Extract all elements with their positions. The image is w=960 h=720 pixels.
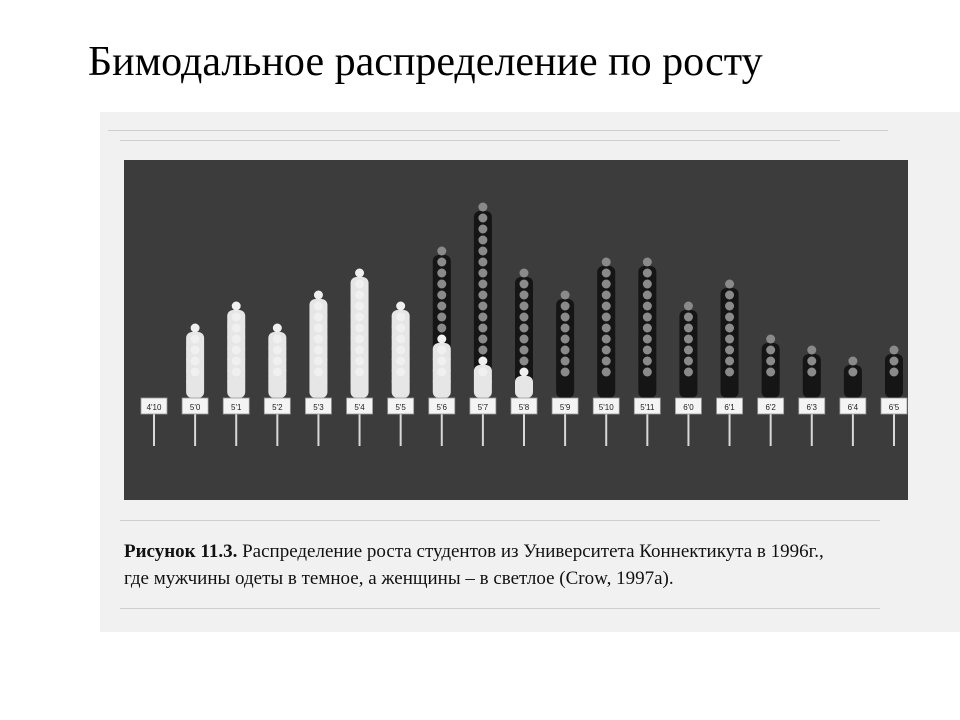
student-head <box>602 269 611 278</box>
height-sign-label: 5'8 <box>518 403 530 412</box>
student-head <box>520 335 529 344</box>
student-head <box>643 357 652 366</box>
student-head <box>478 214 487 223</box>
student-head <box>520 368 529 377</box>
student-head <box>355 357 364 366</box>
student-head <box>807 368 816 377</box>
student-head <box>478 269 487 278</box>
student-head <box>848 368 857 377</box>
height-sign-label: 5'1 <box>231 403 242 412</box>
student-body <box>762 376 780 398</box>
student-head <box>684 357 693 366</box>
sign-post <box>441 412 443 446</box>
student-head <box>890 357 899 366</box>
student-head <box>725 302 734 311</box>
student-head <box>725 335 734 344</box>
student-body <box>679 376 697 398</box>
bleed-through-line <box>120 140 840 141</box>
student-body <box>556 376 574 398</box>
student-head <box>191 357 200 366</box>
student-head <box>602 357 611 366</box>
height-sign-label: 5'11 <box>640 403 655 412</box>
student-body <box>597 376 615 398</box>
height-sign-label: 5'2 <box>272 403 283 412</box>
height-sign-label: 5'9 <box>559 403 571 412</box>
student-head <box>478 203 487 212</box>
height-sign-label: 5'4 <box>354 403 365 412</box>
student-head <box>602 346 611 355</box>
student-head <box>232 324 241 333</box>
student-head <box>437 258 446 267</box>
sign-post <box>811 412 813 446</box>
student-head <box>602 302 611 311</box>
student-head <box>437 280 446 289</box>
height-sign-label: 6'3 <box>806 403 817 412</box>
student-head <box>478 324 487 333</box>
sign-post <box>852 412 854 446</box>
student-body <box>351 376 369 398</box>
student-head <box>478 280 487 289</box>
student-head <box>766 357 775 366</box>
student-head <box>520 357 529 366</box>
sign-post <box>770 412 772 446</box>
student-head <box>232 302 241 311</box>
student-head <box>643 346 652 355</box>
student-head <box>602 324 611 333</box>
student-head <box>314 368 323 377</box>
student-head <box>561 357 570 366</box>
student-body <box>309 376 327 398</box>
student-head <box>643 313 652 322</box>
student-head <box>602 313 611 322</box>
sign-post <box>646 412 648 446</box>
student-head <box>520 280 529 289</box>
student-head <box>890 368 899 377</box>
student-head <box>520 302 529 311</box>
student-body <box>721 376 739 398</box>
student-head <box>766 368 775 377</box>
student-head <box>725 280 734 289</box>
student-head <box>273 368 282 377</box>
student-head <box>273 324 282 333</box>
student-head <box>643 335 652 344</box>
student-head <box>314 324 323 333</box>
student-head <box>191 346 200 355</box>
student-body <box>638 376 656 398</box>
student-head <box>807 346 816 355</box>
sign-post <box>153 412 155 446</box>
student-body <box>885 376 903 398</box>
student-head <box>232 346 241 355</box>
height-distribution-photo <box>124 160 908 500</box>
student-head <box>561 335 570 344</box>
student-head <box>232 368 241 377</box>
student-head <box>602 291 611 300</box>
student-head <box>478 368 487 377</box>
student-body <box>186 376 204 398</box>
student-columns <box>124 160 908 500</box>
student-head <box>561 324 570 333</box>
student-head <box>766 346 775 355</box>
height-sign-label: 5'7 <box>477 403 489 412</box>
student-head <box>520 313 529 322</box>
caption-label: Рисунок 11.3. <box>124 541 238 562</box>
student-head <box>437 302 446 311</box>
height-sign-label: 5'10 <box>598 403 614 412</box>
student-head <box>314 313 323 322</box>
height-sign-label: 5'5 <box>395 403 406 412</box>
student-head <box>890 346 899 355</box>
student-head <box>355 313 364 322</box>
student-head <box>191 324 200 333</box>
student-body <box>803 376 821 398</box>
height-sign-label: 4'10 <box>146 403 162 412</box>
student-head <box>561 302 570 311</box>
sign-post <box>687 412 689 446</box>
sign-post <box>893 412 895 446</box>
student-head <box>273 335 282 344</box>
student-head <box>478 302 487 311</box>
student-head <box>478 291 487 300</box>
student-head <box>232 335 241 344</box>
student-head <box>314 357 323 366</box>
student-head <box>355 291 364 300</box>
student-head <box>396 302 405 311</box>
student-body <box>227 376 245 398</box>
student-head <box>314 335 323 344</box>
bleed-through-line <box>120 608 880 609</box>
student-head <box>602 368 611 377</box>
student-head <box>314 291 323 300</box>
student-head <box>684 302 693 311</box>
height-sign-label: 6'4 <box>847 403 859 412</box>
student-head <box>643 258 652 267</box>
student-head <box>273 346 282 355</box>
student-head <box>355 302 364 311</box>
bleed-through-line <box>120 520 880 521</box>
student-head <box>396 346 405 355</box>
student-head <box>561 291 570 300</box>
student-head <box>437 357 446 366</box>
student-head <box>684 313 693 322</box>
sign-post <box>317 412 319 446</box>
student-body <box>433 376 451 398</box>
sign-post <box>194 412 196 446</box>
height-sign-label: 6'1 <box>724 403 735 412</box>
student-head <box>355 269 364 278</box>
sign-post <box>564 412 566 446</box>
student-head <box>520 324 529 333</box>
height-sign-label: 5'3 <box>313 403 324 412</box>
figure-caption <box>124 538 908 592</box>
sign-post <box>482 412 484 446</box>
student-head <box>437 313 446 322</box>
sign-post <box>276 412 278 446</box>
student-head <box>643 291 652 300</box>
student-body <box>392 376 410 398</box>
student-head <box>396 368 405 377</box>
student-head <box>520 269 529 278</box>
student-head <box>520 346 529 355</box>
student-head <box>561 313 570 322</box>
student-body <box>268 376 286 398</box>
student-head <box>561 346 570 355</box>
height-sign-label: 6'0 <box>683 403 694 412</box>
student-head <box>725 313 734 322</box>
caption-line-2: где мужчины одеты в темное, а женщины – в светлое (Crow, 1997a). <box>124 568 674 589</box>
bleed-through-line <box>108 130 888 131</box>
student-head <box>725 357 734 366</box>
student-head <box>273 357 282 366</box>
student-head <box>520 291 529 300</box>
student-head <box>725 324 734 333</box>
student-body <box>474 376 492 398</box>
sign-post <box>523 412 525 446</box>
student-head <box>355 368 364 377</box>
student-head <box>725 346 734 355</box>
student-body <box>515 376 533 398</box>
student-head <box>355 280 364 289</box>
student-head <box>191 368 200 377</box>
student-head <box>314 302 323 311</box>
student-head <box>643 324 652 333</box>
student-head <box>478 357 487 366</box>
student-head <box>807 357 816 366</box>
student-head <box>437 269 446 278</box>
student-head <box>684 335 693 344</box>
student-head <box>355 335 364 344</box>
student-head <box>684 346 693 355</box>
student-head <box>766 335 775 344</box>
student-head <box>191 335 200 344</box>
student-head <box>684 324 693 333</box>
student-head <box>684 368 693 377</box>
sign-post <box>235 412 237 446</box>
student-head <box>396 313 405 322</box>
student-head <box>602 258 611 267</box>
student-head <box>232 357 241 366</box>
student-head <box>561 368 570 377</box>
student-head <box>396 335 405 344</box>
student-head <box>232 313 241 322</box>
student-head <box>725 291 734 300</box>
student-head <box>396 357 405 366</box>
slide-title: Бимодальное распределение по росту <box>88 39 763 85</box>
student-head <box>643 280 652 289</box>
student-head <box>478 236 487 245</box>
student-head <box>478 346 487 355</box>
student-head <box>478 247 487 256</box>
student-head <box>437 291 446 300</box>
student-head <box>725 368 734 377</box>
student-head <box>478 258 487 267</box>
student-head <box>848 357 857 366</box>
height-sign-label: 6'5 <box>888 403 900 412</box>
student-head <box>643 368 652 377</box>
student-head <box>478 225 487 234</box>
student-body <box>844 376 862 398</box>
sign-post <box>605 412 607 446</box>
height-sign-label: 5'0 <box>189 403 201 412</box>
sign-post <box>400 412 402 446</box>
sign-post <box>729 412 731 446</box>
student-head <box>355 324 364 333</box>
caption-text-1: Распределение роста студентов из Университета Коннектикута в 1996г., <box>237 541 824 562</box>
student-head <box>643 269 652 278</box>
height-sign-label: 5'6 <box>436 403 447 412</box>
student-head <box>478 335 487 344</box>
student-head <box>314 346 323 355</box>
student-head <box>437 335 446 344</box>
student-head <box>355 346 364 355</box>
student-head <box>437 368 446 377</box>
student-head <box>437 247 446 256</box>
student-head <box>602 280 611 289</box>
student-head <box>602 335 611 344</box>
student-head <box>437 346 446 355</box>
caption-line-1 <box>124 538 908 565</box>
sign-post <box>359 412 361 446</box>
student-head <box>437 324 446 333</box>
student-head <box>643 302 652 311</box>
student-head <box>478 313 487 322</box>
student-head <box>396 324 405 333</box>
height-sign-label: 6'2 <box>765 403 776 412</box>
